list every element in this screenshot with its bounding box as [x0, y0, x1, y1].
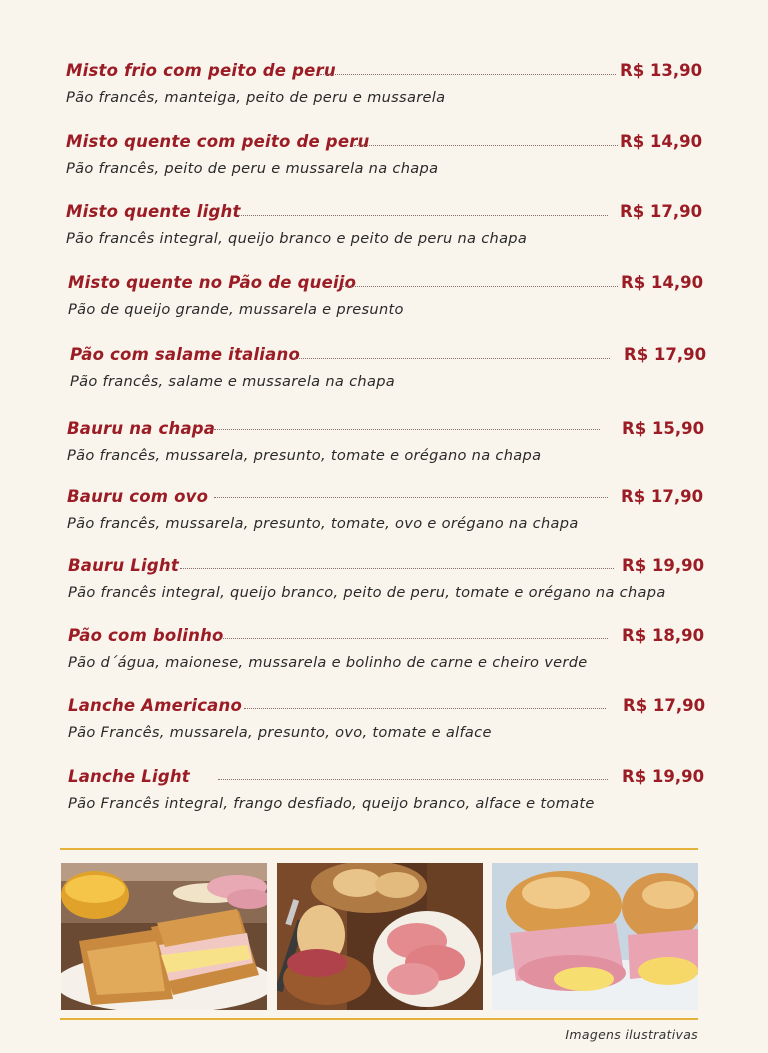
item-description: Pão francês, mussarela, presunto, tomate e orégano na chapa: [67, 447, 542, 464]
menu-item: [0, 419, 768, 479]
dot-leader: [218, 638, 608, 639]
item-name: Bauru com ovo: [67, 487, 209, 506]
menu-item: [0, 132, 768, 192]
item-name: Lanche Americano: [68, 696, 243, 715]
menu-item: [0, 345, 768, 405]
dot-leader: [214, 429, 600, 430]
item-description: Pão francês, manteiga, peito de peru e mussarela: [66, 89, 446, 106]
item-price: R$ 17,90: [621, 487, 704, 506]
item-name: Pão com bolinho: [68, 626, 224, 645]
item-description: Pão francês integral, queijo branco e peito de peru na chapa: [66, 230, 528, 247]
item-price: R$ 14,90: [621, 273, 704, 292]
item-price: R$ 14,90: [620, 132, 703, 151]
sandwich-photo-2: [277, 863, 483, 1010]
item-name: Bauru na chapa: [67, 419, 216, 438]
item-price: R$ 13,90: [620, 61, 703, 80]
item-name: Pão com salame italiano: [70, 345, 300, 364]
dot-leader: [293, 358, 610, 359]
menu-item: [0, 626, 768, 686]
menu-item: [0, 487, 768, 547]
bottom-divider: [60, 1018, 698, 1020]
item-description: Pão francês integral, queijo branco, peito de peru, tomate e orégano na chapa: [68, 584, 666, 601]
images-caption: Imagens ilustrativas: [565, 1027, 698, 1042]
menu-item: [0, 273, 768, 333]
dot-leader: [342, 286, 618, 287]
item-description: Pão Francês, mussarela, presunto, ovo, tomate e alface: [68, 724, 492, 741]
dot-leader: [320, 74, 616, 75]
item-price: R$ 17,90: [623, 696, 706, 715]
item-name: Misto quente no Pão de queijo: [68, 273, 357, 292]
item-description: Pão francês, peito de peru e mussarela na chapa: [66, 160, 439, 177]
item-price: R$ 17,90: [624, 345, 707, 364]
item-price: R$ 15,90: [622, 419, 705, 438]
top-divider: [60, 848, 698, 850]
dot-leader: [218, 779, 608, 780]
item-name: Bauru Light: [68, 556, 179, 575]
menu-item: [0, 61, 768, 121]
dot-leader: [354, 145, 618, 146]
menu-item: [0, 556, 768, 616]
item-price: R$ 19,90: [622, 767, 705, 786]
dot-leader: [214, 497, 608, 498]
sandwich-photo-1: [61, 863, 267, 1010]
dot-leader: [180, 568, 614, 569]
item-name: Misto quente com peito de peru: [66, 132, 370, 151]
item-price: R$ 18,90: [622, 626, 705, 645]
item-name: Misto quente light: [66, 202, 241, 221]
item-description: Pão francês, mussarela, presunto, tomate, ovo e orégano na chapa: [67, 515, 579, 532]
item-price: R$ 17,90: [620, 202, 703, 221]
dot-leader: [238, 215, 608, 216]
item-description: Pão Francês integral, frango desfiado, queijo branco, alface e tomate: [68, 795, 595, 812]
menu-item: [0, 767, 768, 827]
item-description: Pão de queijo grande, mussarela e presunto: [68, 301, 404, 318]
item-name: Misto frio com peito de peru: [66, 61, 336, 80]
dot-leader: [244, 708, 606, 709]
item-description: Pão d´água, maionese, mussarela e bolinho de carne e cheiro verde: [68, 654, 588, 671]
item-name: Lanche Light: [68, 767, 190, 786]
item-description: Pão francês, salame e mussarela na chapa: [70, 373, 396, 390]
menu-item: [0, 202, 768, 262]
sandwich-photo-3: [492, 863, 698, 1010]
item-price: R$ 19,90: [622, 556, 705, 575]
menu-item: [0, 696, 768, 756]
